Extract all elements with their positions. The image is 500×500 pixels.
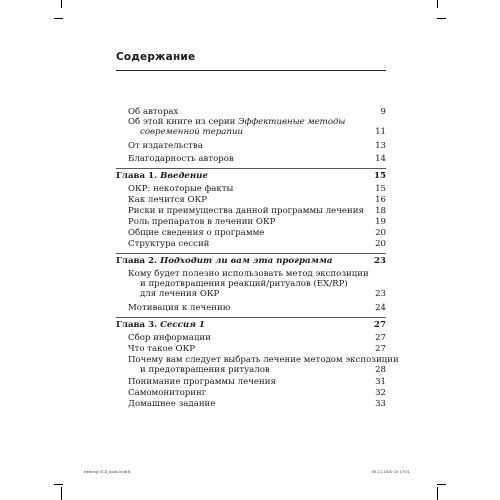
- toc-entry-page: 31: [375, 377, 386, 387]
- title-rule: [116, 70, 386, 71]
- toc-entry[interactable]: [116, 399, 386, 409]
- toc-entry[interactable]: [116, 154, 386, 164]
- toc-entry-page: 28: [375, 365, 386, 375]
- toc-entry-series-name: Эффективные методы: [238, 117, 346, 127]
- toc-entry[interactable]: [116, 355, 399, 375]
- crop-mark: [437, 0, 438, 8]
- toc-entry-text: Сбор информации: [128, 333, 211, 343]
- toc-chapter-heading[interactable]: [116, 320, 386, 330]
- toc-entry-text: Как лечится ОКР: [128, 195, 208, 205]
- chapter-label: Глава 2.: [116, 256, 158, 266]
- toc-entry-text-continued: и предотвращения реакций/ритуалов (EX/RP): [140, 279, 348, 289]
- crop-mark: [437, 487, 438, 500]
- toc-entry-page: 13: [375, 141, 386, 151]
- chapter-title: Подходит ли вам эта программа: [160, 256, 333, 266]
- toc-entry[interactable]: [116, 141, 386, 151]
- toc-entry[interactable]: [116, 184, 386, 194]
- toc-entry-page: 15: [375, 184, 386, 194]
- toc-entry[interactable]: [116, 377, 386, 387]
- toc-entry-text: Риски и преимущества данной программы лечения: [128, 206, 364, 216]
- toc-entry-page: 18: [375, 206, 386, 216]
- chapter-title: Введение: [160, 171, 208, 181]
- toc-entry[interactable]: [116, 303, 386, 313]
- toc-entry-text: ОКР: некоторые факты: [128, 184, 234, 194]
- chapter-label: Глава 3.: [116, 320, 158, 330]
- toc-entry-page: 27: [375, 344, 386, 354]
- chapter-title: Сессия 1: [160, 320, 205, 330]
- toc-entry[interactable]: [116, 217, 386, 227]
- toc-entry-page: 23: [375, 289, 386, 299]
- toc-entry-text: Понимание программы лечения: [128, 377, 276, 387]
- toc-entry-text: Структура сессий: [128, 239, 210, 249]
- toc-entry-page: 24: [375, 303, 386, 313]
- toc-entry[interactable]: [116, 239, 386, 249]
- toc-entry-page: 27: [374, 320, 386, 330]
- toc-entry-page: 20: [375, 228, 386, 238]
- toc-entry-text: Общие сведения о программе: [128, 228, 265, 238]
- toc-entry[interactable]: [116, 107, 386, 117]
- toc-entry-text: Мотивация к лечению: [128, 303, 231, 313]
- crop-mark: [54, 484, 63, 485]
- toc-entry-page: 14: [375, 154, 386, 164]
- toc-entry-text: Домашнее задание: [128, 399, 216, 409]
- crop-mark: [437, 18, 446, 19]
- toc-entry-text: Благодарность авторов: [128, 154, 234, 164]
- crop-mark: [437, 484, 446, 485]
- toc-entry-page: 27: [375, 333, 386, 343]
- toc-entry-text: Об авторах: [128, 107, 179, 117]
- print-footer-file: treating OCD_book.indb 6: [84, 470, 131, 474]
- chapter-rule: [116, 253, 386, 254]
- toc-entry[interactable]: [116, 269, 386, 299]
- chapter-rule: [116, 317, 386, 318]
- toc-entry-page: 9: [380, 107, 386, 117]
- chapter-label: Глава 1.: [116, 171, 158, 181]
- toc-entry-page: 20: [375, 239, 386, 249]
- print-footer-timestamp: 05.11.2020 15:17:01: [372, 470, 410, 474]
- toc-entry[interactable]: [116, 195, 386, 205]
- toc-entry-page: 19: [375, 217, 386, 227]
- toc-entry-text: Роль препаратов в лечении ОКР: [128, 217, 276, 227]
- toc-entry-text: Самомониторинг: [128, 388, 207, 398]
- toc-entry-text: Почему вам следует выбрать лечение методом экспозиции: [128, 355, 399, 365]
- toc-entry[interactable]: [116, 388, 386, 398]
- toc-entry[interactable]: [116, 333, 386, 343]
- toc-entry-text-continued: современной терапии: [140, 127, 244, 137]
- toc-entry[interactable]: [116, 344, 386, 354]
- crop-mark: [61, 0, 62, 8]
- toc-chapter-heading[interactable]: [116, 171, 386, 181]
- toc-entry-text: От издательства: [128, 141, 203, 151]
- toc-entry-page: 33: [375, 399, 386, 409]
- chapter-rule: [116, 168, 386, 169]
- toc-entry[interactable]: [116, 206, 386, 216]
- toc-entry-page: 23: [374, 256, 386, 266]
- toc-entry-page: 32: [375, 388, 386, 398]
- toc-entry-text: Кому будет полезно использовать метод экспозиции: [128, 269, 369, 279]
- toc-entry[interactable]: [116, 117, 386, 137]
- toc-chapter-heading[interactable]: [116, 256, 386, 266]
- toc-entry-text-continued: и предотвращения ритуалов: [140, 365, 270, 375]
- toc-entry-text: Что такое ОКР: [128, 344, 196, 354]
- crop-mark: [61, 487, 62, 500]
- toc-entry-page: 15: [374, 171, 386, 181]
- toc-entry-page: 16: [375, 195, 386, 205]
- crop-mark: [54, 18, 63, 19]
- toc-entry-page: 11: [375, 127, 386, 137]
- page-title: Содержание: [116, 51, 196, 63]
- toc-entry[interactable]: [116, 228, 386, 238]
- toc-entry-text: Об этой книге из серии Эффективные методы: [128, 117, 346, 127]
- toc-entry-text-continued: для лечения ОКР: [140, 289, 220, 299]
